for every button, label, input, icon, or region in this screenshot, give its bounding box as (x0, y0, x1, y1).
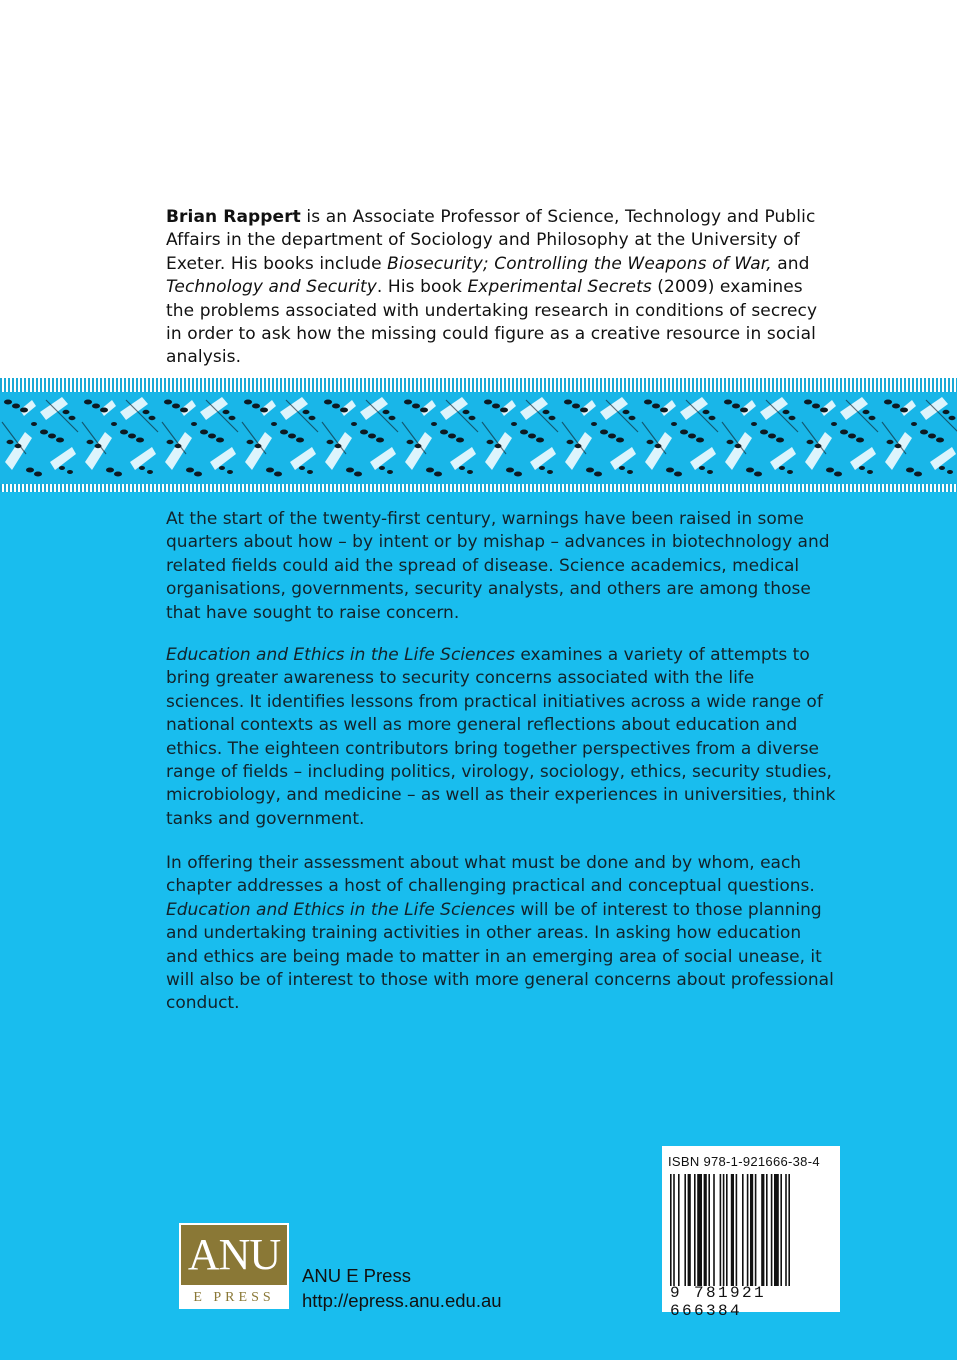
decorative-stripe (0, 378, 957, 392)
bio-text: (2009) examines the problems associated with undertaking research in conditions of secrecy in order to ask how the missing could figure as a creative resource in social analysis. (166, 277, 818, 368)
barcode-bar (678, 1174, 680, 1286)
barcode-bar (704, 1174, 707, 1286)
book-title: Experimental Secrets (467, 277, 652, 298)
barcode-bar (713, 1174, 715, 1286)
blurb-paragraph (166, 644, 836, 831)
barcode-bar (780, 1174, 782, 1286)
barcode-digits: 9 781921 666384 (670, 1284, 767, 1320)
publisher-info (302, 1263, 502, 1313)
logo-text: ANU (187, 1230, 281, 1279)
logo-sub-text: E PRESS (193, 1290, 275, 1305)
barcode-bar (736, 1174, 738, 1286)
dna-gel-pattern (0, 392, 957, 484)
isbn-barcode (662, 1146, 840, 1320)
barcode-bar (766, 1174, 768, 1286)
decorative-stripe (0, 484, 957, 492)
dna-pattern-band (0, 392, 957, 484)
barcode-bar (771, 1174, 773, 1286)
publisher-url[interactable]: http://epress.anu.edu.au (302, 1290, 502, 1311)
book-title: Education and Ethics in the Life Sciences (166, 899, 515, 920)
barcode-bar (708, 1174, 710, 1286)
barcode-bar (774, 1174, 779, 1286)
barcode-bar (761, 1174, 764, 1286)
blurb-text: examines a variety of attempts to bring greater awareness to security concerns associated with the life sciences. It identifies lessons from practical initiatives across a wide range of national contexts as well as more general reflections about education and ethics. The eighteen contributors bring together perspectives from a diverse range of fields – including politics, virology, sociology, ethics, security studies, microbiology, and medicine – as well as their experiences in universities, think tanks and government. (166, 645, 836, 829)
barcode-bar (723, 1174, 725, 1286)
isbn-label: ISBN 978-1-921666-38-4 (668, 1154, 820, 1169)
bio-text: is an Associate Professor of Science, Technology and Public Affairs in the department of Sociology and Philosophy at the University of Exeter. His books include (166, 207, 816, 274)
author-name: Brian Rappert (166, 207, 301, 227)
book-title: Technology and Security (166, 277, 377, 298)
anu-epress-logo (179, 1223, 289, 1311)
bio-text: and (771, 253, 810, 274)
barcode-bar (688, 1174, 691, 1286)
barcode-bar (747, 1174, 749, 1286)
barcode-bar (694, 1174, 696, 1286)
barcode-bar (697, 1174, 702, 1286)
barcode-bar (720, 1174, 722, 1286)
barcode-bar (673, 1174, 675, 1286)
barcode-bar (788, 1174, 790, 1286)
bio-text: . His book (376, 277, 468, 298)
barcode-bar (684, 1174, 686, 1286)
barcode-bar (731, 1174, 734, 1286)
barcode-bars (670, 1174, 832, 1286)
barcode-bar (726, 1174, 728, 1286)
barcode-bar (785, 1174, 787, 1286)
logo-mark (179, 1223, 289, 1287)
barcode-bar (755, 1174, 757, 1286)
blurb-paragraph: At the start of the twenty-first century, warnings have been raised in some quarters about how – by intent or by mishap – advances in biotechnology and related fields could aid the spread of disease. Science academics, medical organisations, governments, security analysts, and others are among those that have sought to raise concern. (166, 509, 830, 623)
logo-subtitle (179, 1287, 289, 1309)
author-bio (166, 206, 836, 370)
book-title: Biosecurity; Controlling the Weapons of War, (387, 253, 772, 274)
blurb-text: In offering their assessment about what must be done and by whom, each chapter addresses a host of challenging practical and conceptual questions. (166, 853, 815, 897)
barcode-bar (750, 1174, 753, 1286)
blurb-paragraph (166, 852, 836, 1016)
publisher-name: ANU E Press (302, 1265, 411, 1286)
blurb-text: will be of interest to those planning and undertaking training activities in other areas. In asking how education and ethics are being made to matter in an emerging area of social unease, it will also be of interest to those with more general concerns about professional conduct. (166, 899, 834, 1014)
barcode-bar (742, 1174, 744, 1286)
book-title: Education and Ethics in the Life Sciences (166, 645, 515, 665)
barcode-bar (670, 1174, 672, 1286)
